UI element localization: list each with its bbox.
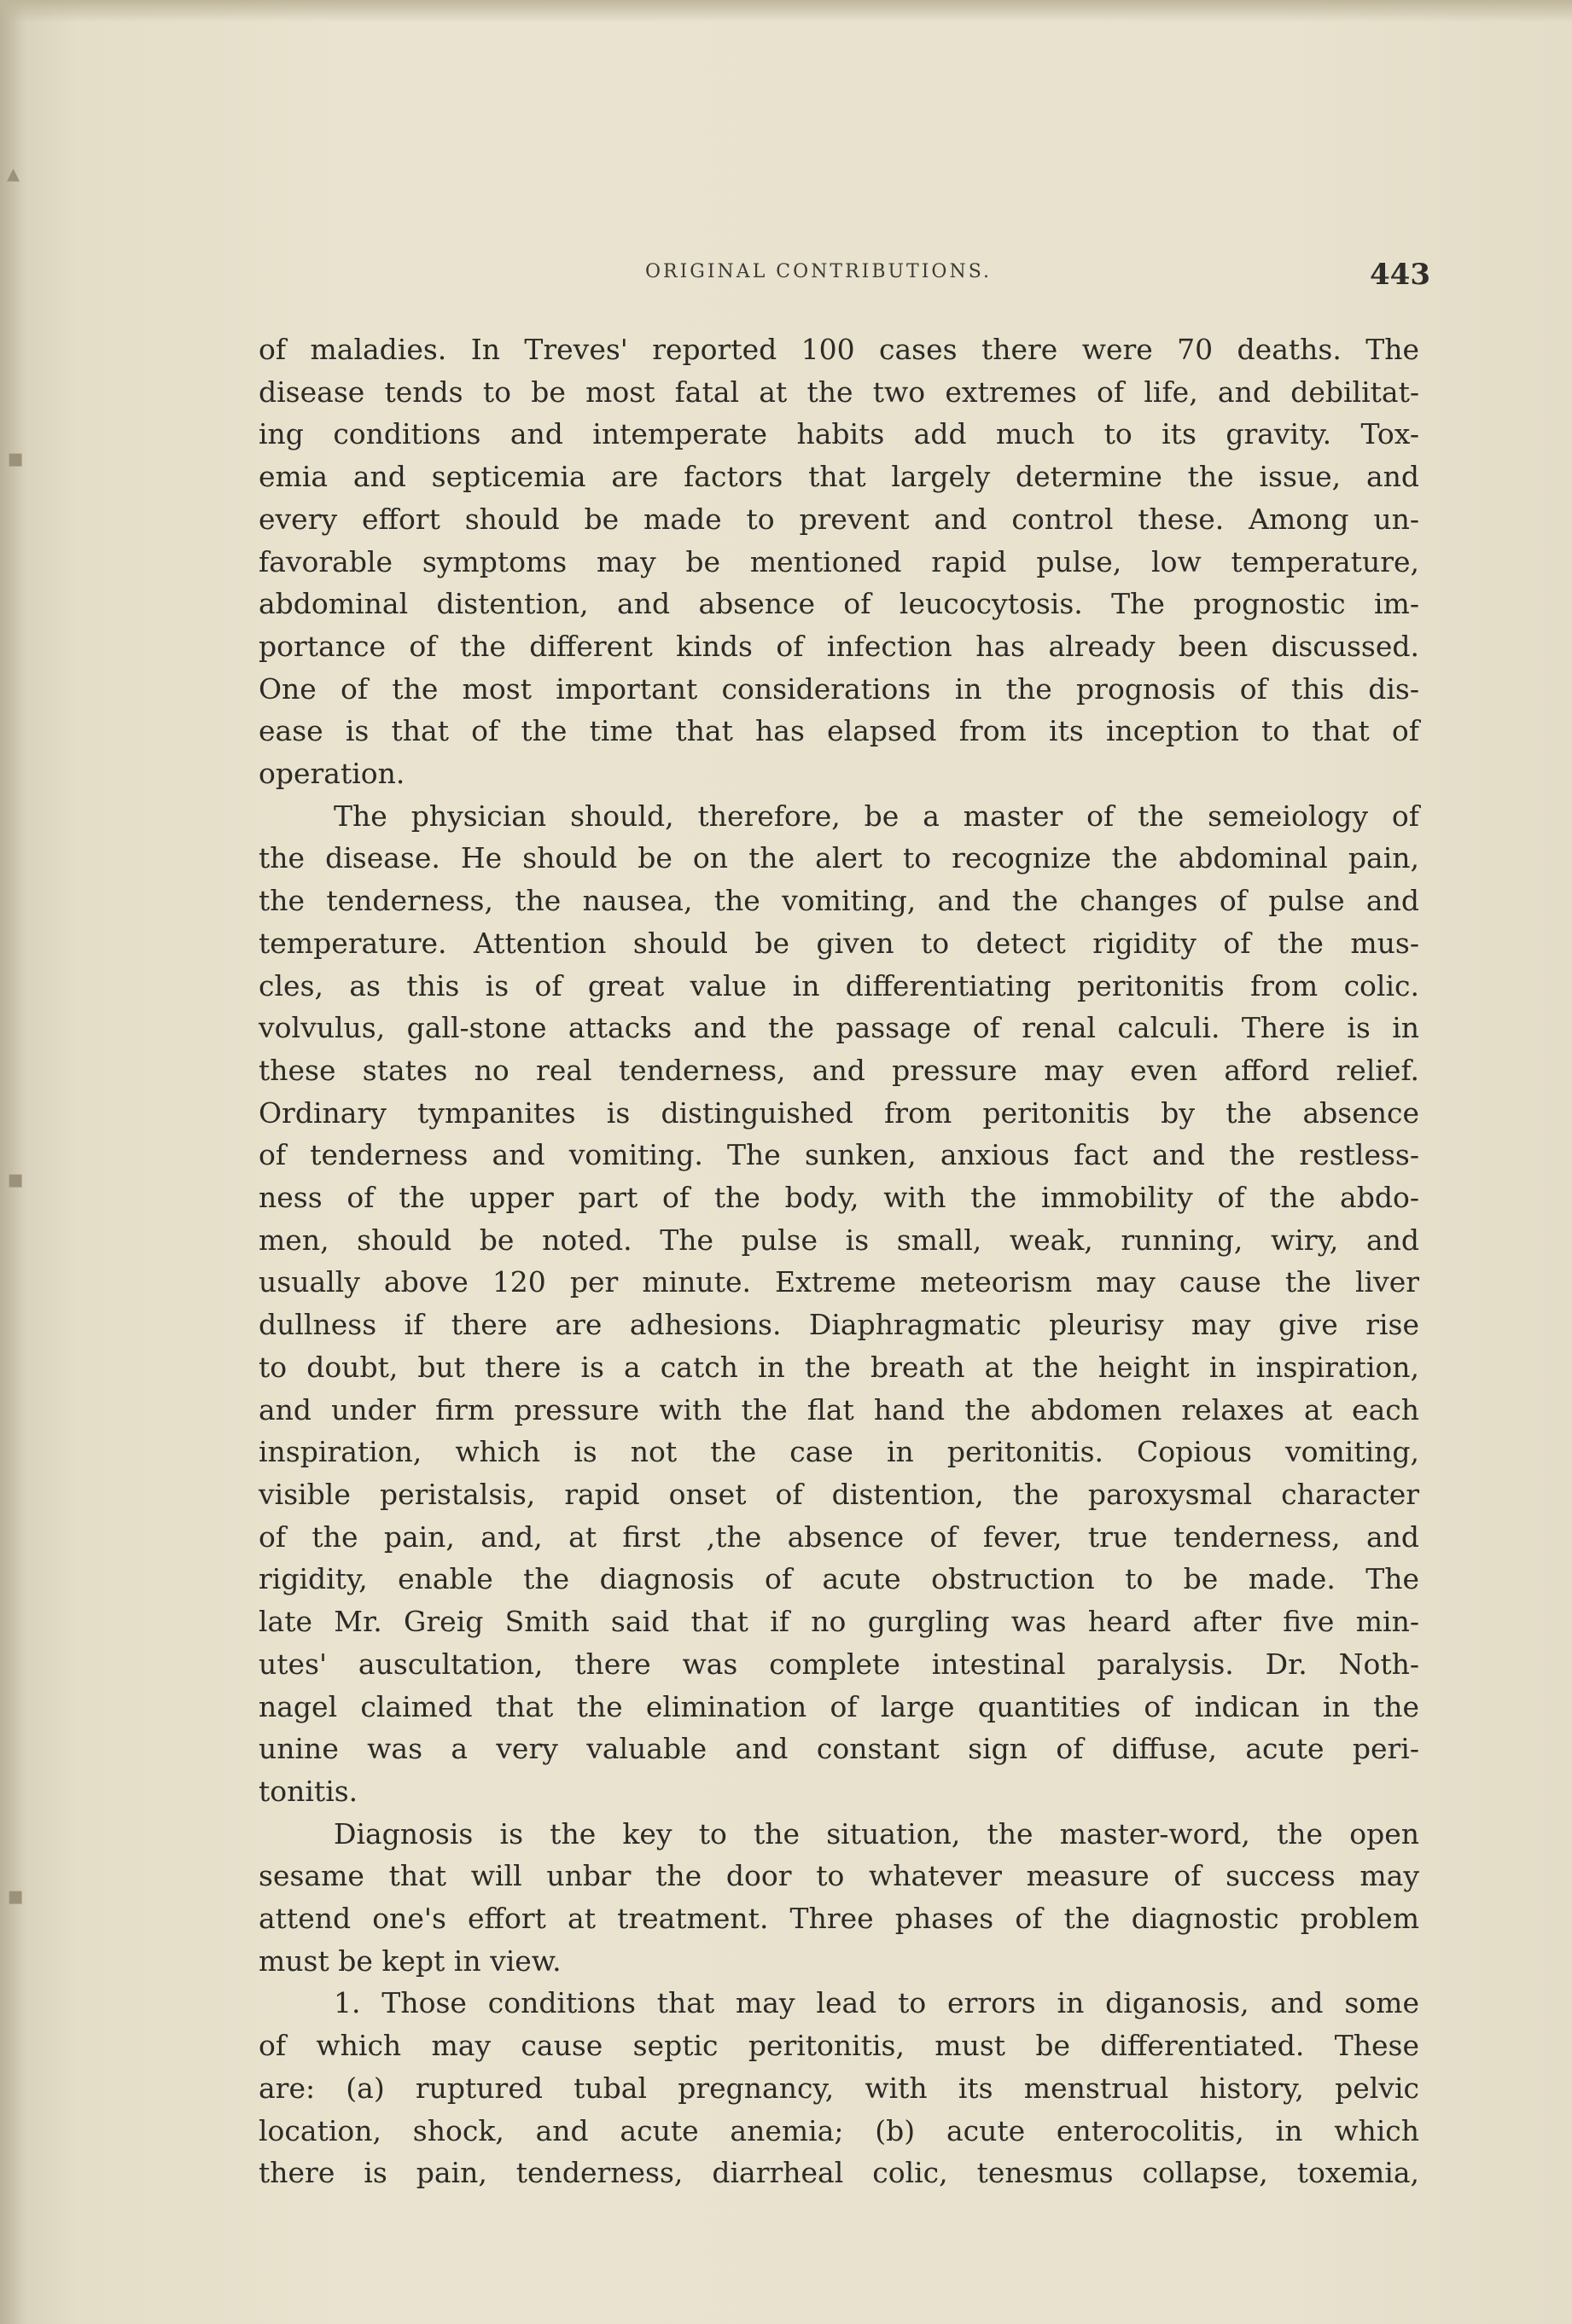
body-text — [259, 328, 1419, 2194]
text-line: and under firm pressure with the flat hand the abdomen relaxes at each — [259, 1392, 1419, 1426]
text-line: are: (a) ruptured tubal pregnancy, with its menstrual history, pelvic — [259, 2071, 1419, 2105]
text-line: late Mr. Greig Smith said that if no gurgling was heard after five min- — [259, 1605, 1419, 1639]
text-line: dullness if there are adhesions. Diaphragmatic pleurisy may give rise — [259, 1308, 1419, 1342]
page-number: 443 — [1370, 258, 1430, 292]
text-line: portance of the different kinds of infection has already been discussed. — [259, 629, 1419, 663]
text-line: ness of the upper part of the body, with the immobility of the abdo- — [259, 1181, 1419, 1215]
text-line: ing conditions and intemperate habits add much to its gravity. Tox- — [259, 417, 1419, 451]
text-line: attend one's effort at treatment. Three phases of the diagnostic problem — [259, 1902, 1419, 1936]
text-line: utes' auscultation, there was complete intestinal paralysis. Dr. Noth- — [259, 1647, 1419, 1681]
text-line: cles, as this is of great value in differentiating peritonitis from colic. — [259, 968, 1419, 1002]
text-line: must be kept in view. — [259, 1943, 562, 1978]
text-line: The physician should, therefore, be a master of the semeiology of — [334, 799, 1419, 833]
text-line: there is pain, tenderness, diarrheal colic, tenesmus collapse, toxemia, — [259, 2156, 1419, 2190]
text-line: emia and septicemia are factors that largely determine the issue, and — [259, 460, 1419, 494]
text-line: operation. — [259, 757, 405, 791]
text-line: sesame that will unbar the door to whatever measure of success may — [259, 1859, 1419, 1893]
text-line: the disease. He should be on the alert to recognize the abdominal pain, — [259, 841, 1419, 875]
text-line: location, shock, and acute anemia; (b) acute enterocolitis, in which — [259, 2113, 1419, 2147]
text-line: visible peristalsis, rapid onset of distention, the paroxysmal character — [259, 1477, 1419, 1511]
text-line: favorable symptoms may be mentioned rapid pulse, low temperature, — [259, 544, 1419, 578]
text-line: to doubt, but there is a catch in the breath at the height in inspiration, — [259, 1350, 1419, 1384]
text-line: abdominal distention, and absence of leucocytosis. The prognostic im- — [259, 587, 1419, 621]
margin-mark: ▴ — [7, 159, 20, 189]
text-line: Ordinary tympanites is distinguished from peritonitis by the absence — [259, 1095, 1419, 1130]
text-line: temperature. Attention should be given to detect rigidity of the mus- — [259, 926, 1419, 960]
running-head: ORIGINAL CONTRIBUTIONS. — [645, 261, 992, 282]
text-line: every effort should be made to prevent and control these. Among un- — [259, 502, 1419, 536]
text-line: men, should be noted. The pulse is small, weak, running, wiry, and — [259, 1223, 1419, 1257]
text-line: rigidity, enable the diagnosis of acute obstruction to be made. The — [259, 1562, 1419, 1596]
margin-mark: ▪ — [7, 1165, 25, 1194]
text-line: of the pain, and, at first ,the absence of fever, true tenderness, and — [259, 1519, 1419, 1554]
margin-mark: ▪ — [7, 1881, 25, 1911]
text-line: ease is that of the time that has elapsed from its inception to that of — [259, 714, 1419, 748]
text-line: these states no real tenderness, and pressure may even afford relief. — [259, 1053, 1419, 1087]
page-edge-shadow — [0, 0, 1572, 22]
text-line: of which may cause septic peritonitis, must be differentiated. These — [259, 2029, 1419, 2063]
text-line: Diagnosis is the key to the situation, the master-word, the open — [334, 1816, 1419, 1850]
text-line: unine was a very valuable and constant sign of diffuse, acute peri- — [259, 1732, 1419, 1766]
text-line: of maladies. In Treves' reported 100 cases there were 70 deaths. The — [259, 333, 1419, 366]
text-line: disease tends to be most fatal at the two extremes of life, and debilitat- — [259, 375, 1419, 409]
margin-mark: ▪ — [7, 444, 25, 474]
text-line: inspiration, which is not the case in peritonitis. Copious vomiting, — [259, 1435, 1419, 1469]
text-line: nagel claimed that the elimination of large quantities of indican in the — [259, 1689, 1419, 1723]
text-line: of tenderness and vomiting. The sunken, anxious fact and the restless- — [259, 1138, 1419, 1172]
text-line: the tenderness, the nausea, the vomiting, and the changes of pulse and — [259, 884, 1419, 918]
text-line: 1. Those conditions that may lead to errors in diganosis, and some — [334, 1986, 1419, 2020]
text-line: tonitis. — [259, 1774, 358, 1808]
text-line: One of the most important considerations in the prognosis of this dis- — [259, 671, 1419, 706]
text-line: usually above 120 per minute. Extreme meteorism may cause the liver — [259, 1265, 1419, 1299]
text-line: volvulus, gall-stone attacks and the passage of renal calculi. There is in — [259, 1011, 1419, 1045]
